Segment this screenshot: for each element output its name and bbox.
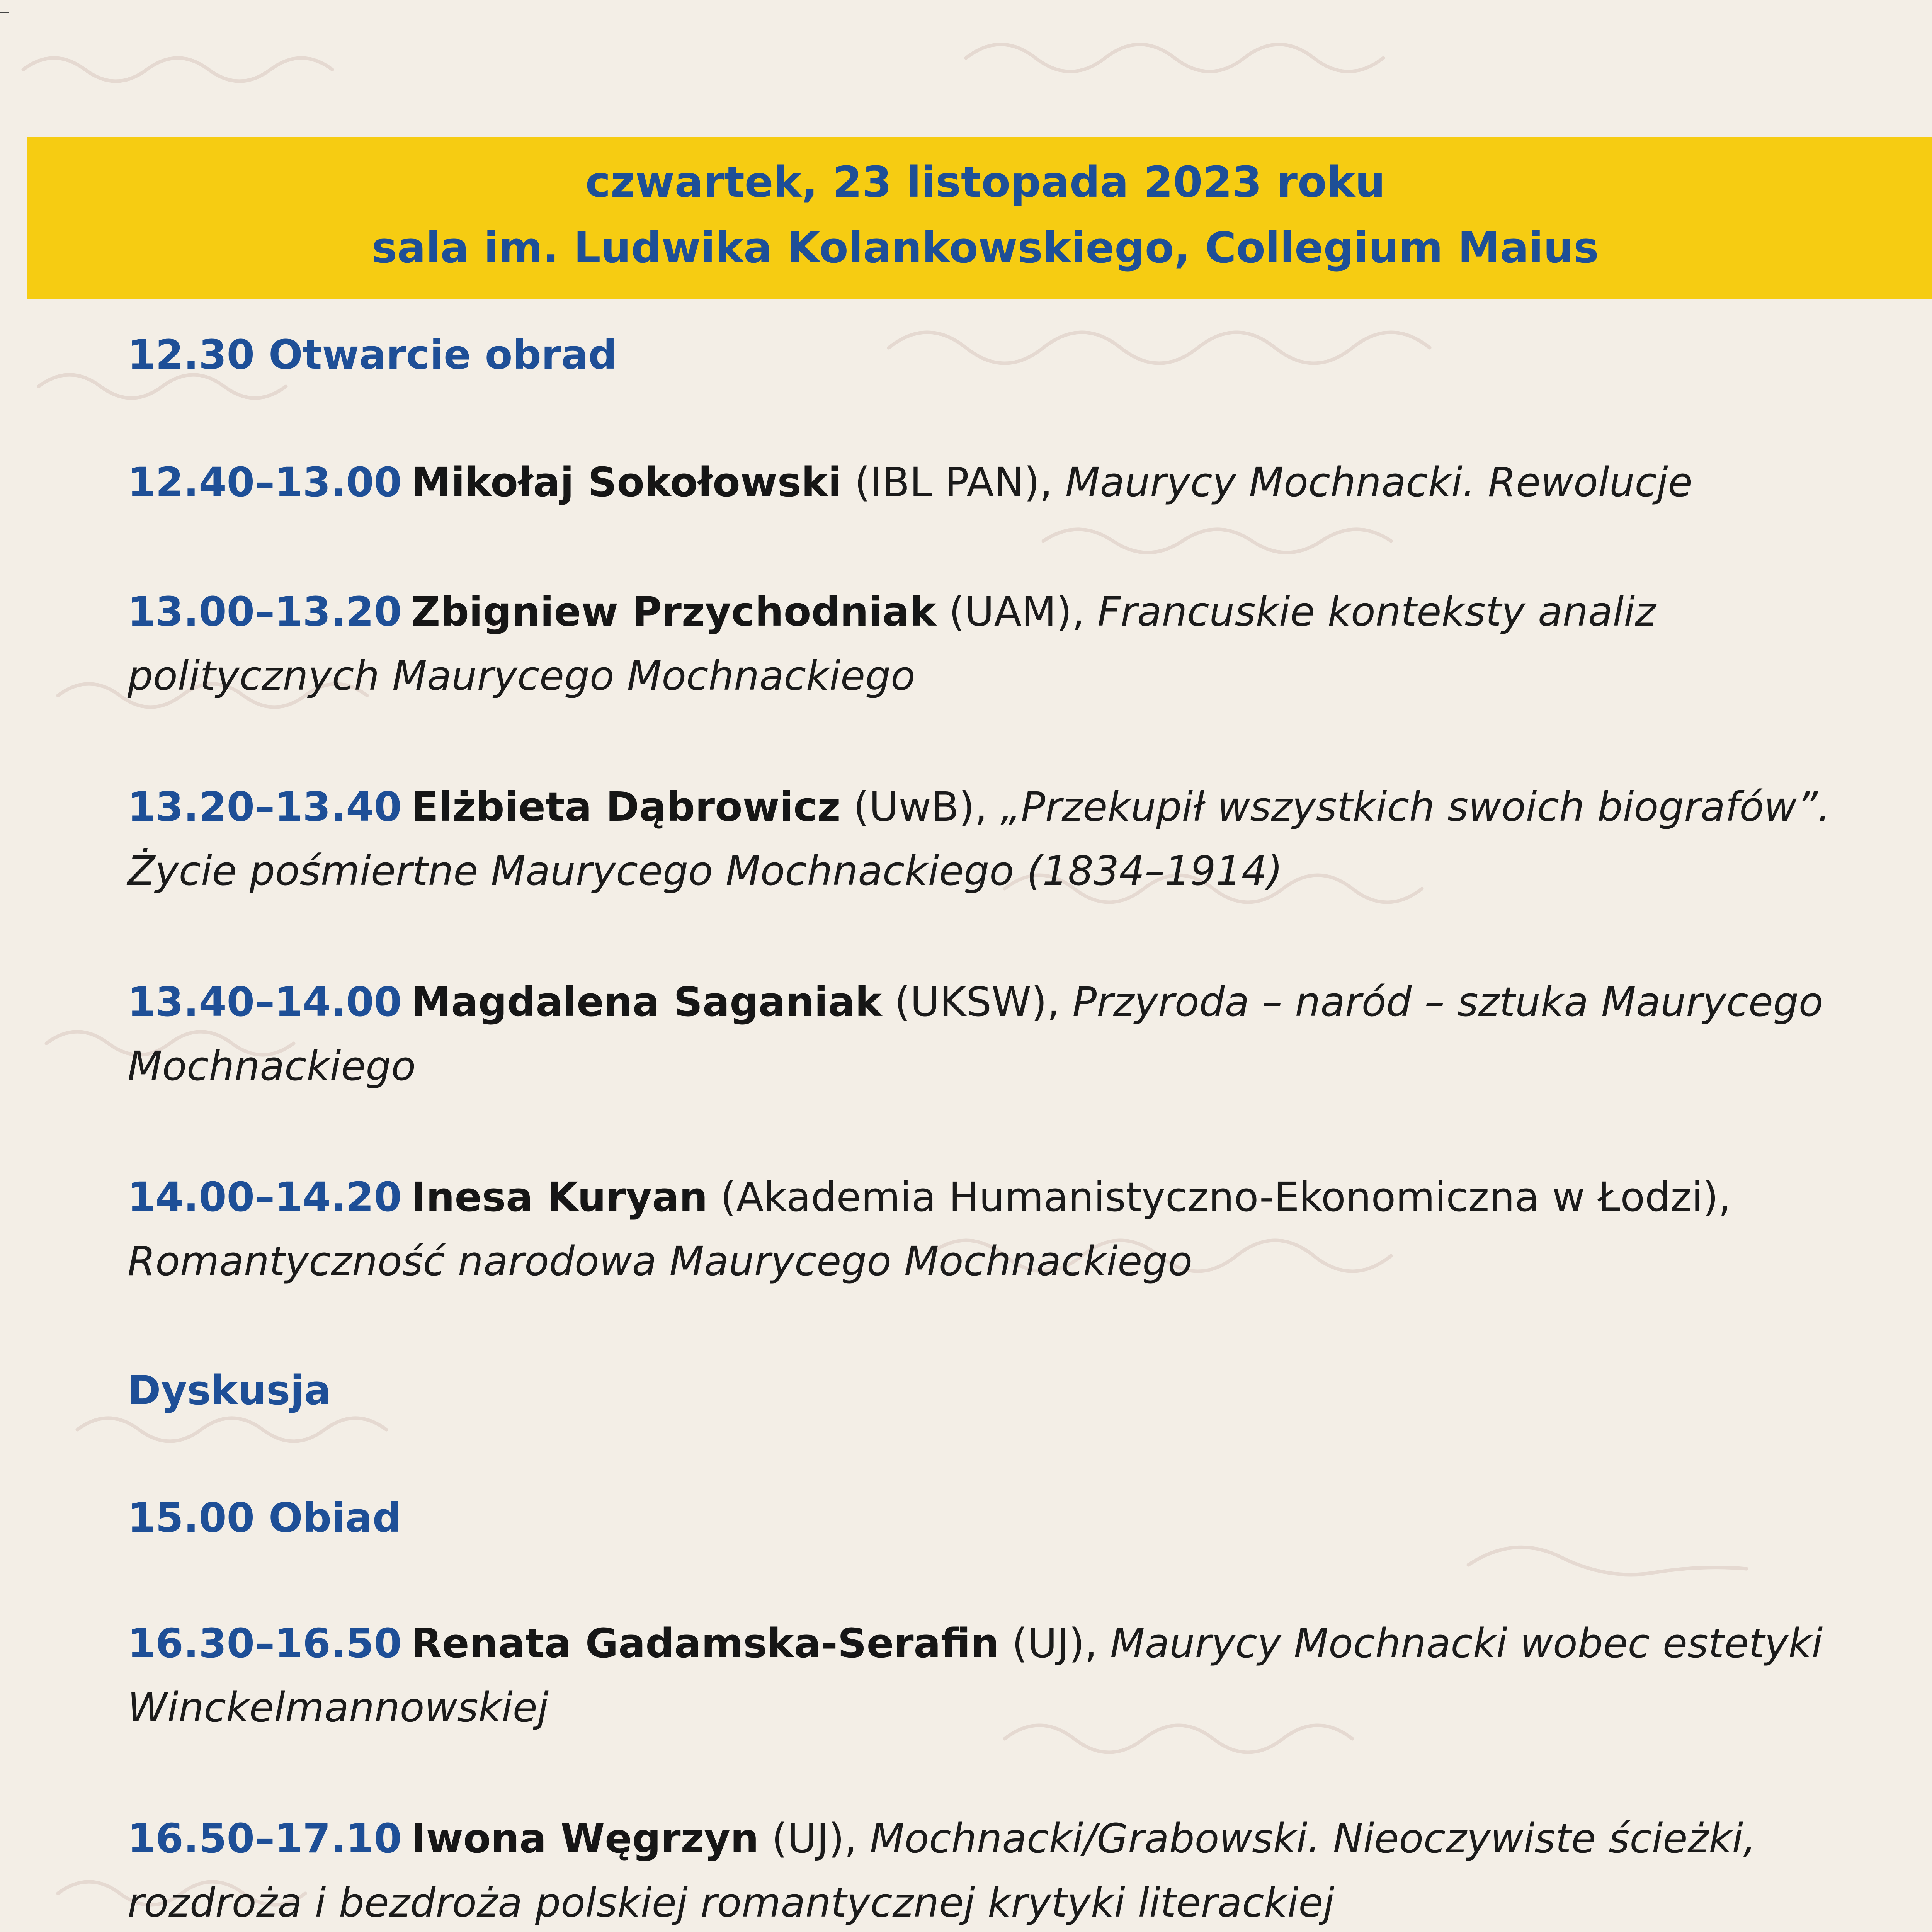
talk-speaker: Inesa Kuryan: [411, 1173, 708, 1221]
talk-affiliation: (UKSW),: [882, 978, 1073, 1026]
talk-title: Maurycy Mochnacki. Rewolucje: [1065, 459, 1693, 506]
talk-speaker: Magdalena Saganiak: [411, 978, 882, 1026]
talk-time: 16.50–17.10: [128, 1815, 402, 1862]
talk-item: [128, 1165, 1859, 1293]
talk-time: 14.00–14.20: [128, 1173, 402, 1221]
talk-title: Francuskie konteksty analiz politycznych Maurycego Mochnackiego: [128, 588, 1656, 699]
talk-title: Mochnacki/Grabowski. Nieoczywiste ścieżki, rozdroża i bezdroża polskiej romantycznej krytyki literackiej: [128, 1815, 1756, 1926]
talk-speaker: Iwona Węgrzyn: [411, 1815, 759, 1862]
talk-affiliation: (UJ),: [759, 1815, 870, 1862]
talk-speaker: Mikołaj Sokołowski: [411, 459, 842, 506]
talk-affiliation: (IBL PAN),: [842, 459, 1065, 506]
talk-time: 13.20–13.40: [128, 783, 402, 830]
talk-item: [128, 775, 1859, 903]
talk-affiliation: (Akademia Humanistyczno-Ekonomiczna w Łodzi),: [707, 1173, 1731, 1221]
talk-title: „Przekupił wszystkich swoich biografów”. Życie pośmiertne Maurycego Mochnackiego (1834–1914): [128, 783, 1831, 895]
discussion-item: Dyskusja: [128, 1367, 331, 1414]
talk-title: Przyroda – naród – sztuka Maurycego Mochnackiego: [128, 978, 1823, 1090]
talk-title: Romantyczność narodowa Maurycego Mochnackiego: [128, 1238, 1192, 1285]
talk-speaker: Renata Gadamska-Serafin: [411, 1620, 999, 1667]
talk-item: [128, 1806, 1859, 1932]
talk-affiliation: (UwB),: [840, 783, 1000, 830]
talk-speaker: Elżbieta Dąbrowicz: [411, 783, 841, 830]
talk-time: 12.40–13.00: [128, 459, 402, 506]
talk-item: [128, 1611, 1859, 1740]
opening-item: 12.30 Otwarcie obrad: [128, 331, 617, 378]
event-date: czwartek, 23 listopada 2023 roku: [585, 157, 1386, 207]
talk-time: 16.30–16.50: [128, 1620, 402, 1667]
talk-item: [128, 970, 1859, 1098]
event-venue: sala im. Ludwika Kolankowskiego, Collegium Maius: [372, 223, 1599, 272]
talk-time: 13.00–13.20: [128, 588, 402, 635]
talk-speaker: Zbigniew Przychodniak: [411, 588, 936, 635]
talk-item: [128, 450, 1859, 514]
talk-title: Maurycy Mochnacki wobec estetyki Winckelmannowskiej: [128, 1620, 1823, 1731]
talk-affiliation: (UAM),: [936, 588, 1098, 635]
lunch-item: 15.00 Obiad: [128, 1494, 401, 1541]
talk-time: 13.40–14.00: [128, 978, 402, 1026]
talk-item: [128, 580, 1859, 708]
talk-affiliation: (UJ),: [999, 1620, 1110, 1667]
